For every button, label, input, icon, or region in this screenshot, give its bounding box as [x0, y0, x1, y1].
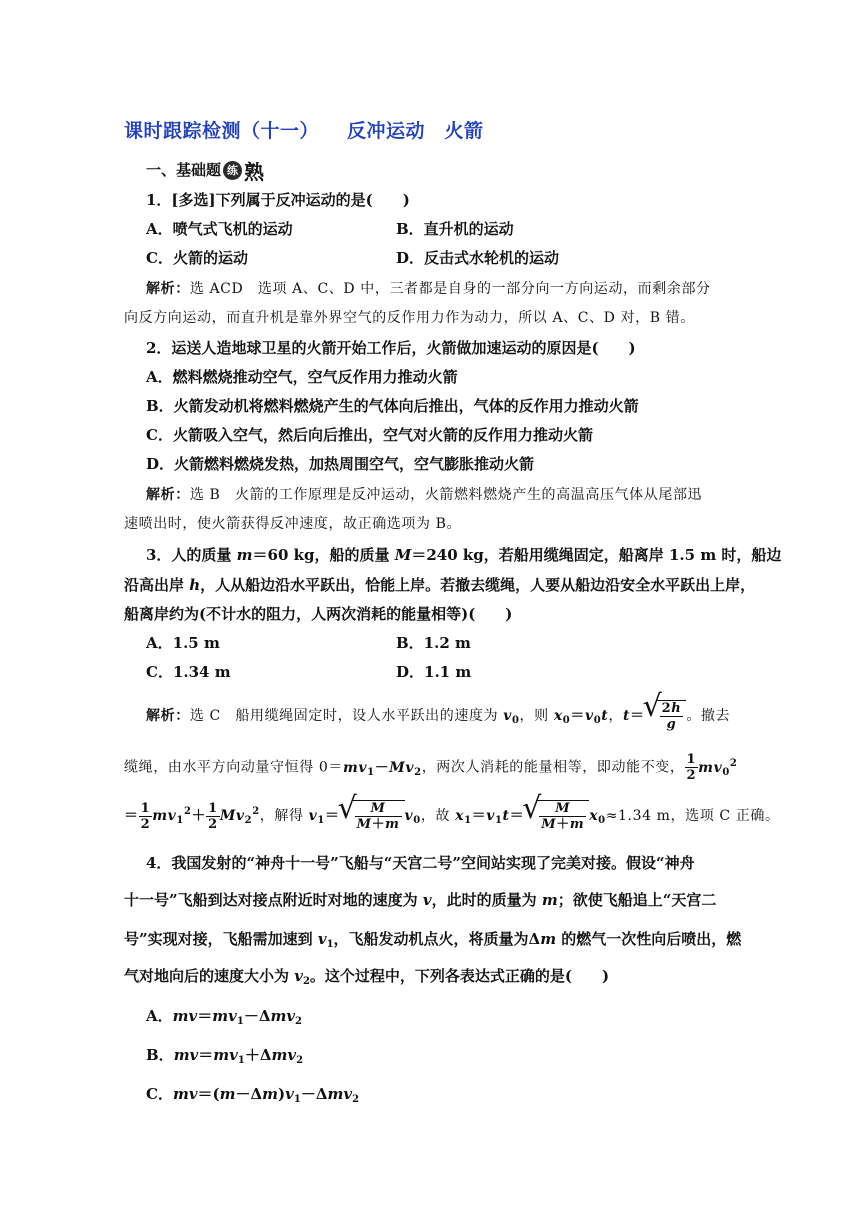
- title-part2: 反冲运动 火箭: [347, 120, 484, 142]
- q3-ana1b: ，则: [519, 708, 554, 724]
- q1-analysis-text1: 选 ACD 选项 A、C、D 中，三者都是自身的一部分向一方向运动，而剩余部分: [189, 281, 711, 297]
- section-big-char: 熟: [244, 160, 265, 184]
- q4-l2a: 十一号”飞船到达对接点附近时对地的速度为: [124, 891, 423, 909]
- q3-l2b: ，人从船边沿水平跃出，恰能上岸。若撤去缆绳，人要从船边沿安全水平跃出上岸，: [200, 576, 756, 594]
- q3-analysis-line1: 解析：选 C 船用缆绳固定时，设人水平跃出的速度为 $v_0$，则 $x_0=v_0t$，t＝ √ $\frac{2h}{g}$ 。撤去: [146, 700, 730, 732]
- q4-l4a: 气对地向后的速度大小为: [124, 967, 295, 985]
- q4-stem-line4: 气对地向后的速度大小为 $v_2$。这个过程中，下列各表达式正确的是( ): [124, 967, 610, 987]
- q3-analysis-line2: 缆绳，由水平方向动量守恒得 $0=mv_1-Mv_2$，两次人消耗的能量相等，即动能不变， $\frac{1}{2}$ $mv_0^2$: [124, 752, 738, 783]
- q4-l3a: 号”实现对接，飞船需加速到: [124, 930, 318, 948]
- q3-ana2b: ，两次人消耗的能量相等，即动能不变，: [421, 759, 685, 776]
- section-heading: [146, 156, 264, 185]
- q3-stem-line1: 3．人的质量 m＝60 kg，船的质量 M＝240 kg，若船用缆绳固定，船离岸 1.5 m 时，船边: [146, 546, 782, 564]
- page-title: [124, 116, 484, 143]
- title-part1: 课时跟踪检测（十一）: [124, 120, 320, 142]
- q3-ana3b: ，故: [420, 808, 456, 824]
- half-fraction: $\frac{1}{2}$: [686, 752, 697, 783]
- sqrt-m-over-m-plus-m-1: √ $\frac{M}{M+m}$: [340, 800, 405, 832]
- q4-option-a-label: A．: [146, 1007, 173, 1025]
- q2-analysis-line2: 速喷出时，使火箭获得反冲速度，故正确选项为 B。: [124, 516, 462, 532]
- q1-option-d: D．反击式水轮机的运动: [396, 249, 560, 267]
- q3-option-b: B．1.2 m: [396, 634, 471, 652]
- q3-ana3c: ≈1.34 m，选项 C 正确。: [605, 808, 780, 824]
- q3-l1c: ＝240 kg，若船用缆绳固定，船离岸 1.5 m 时，船边: [411, 546, 782, 564]
- q3-l1b: ＝60 kg，船的质量: [252, 546, 395, 564]
- q2-stem: 2．运送人造地球卫星的火箭开始工作后，火箭做加速运动的原因是( ): [146, 339, 636, 357]
- q3-l2a: 沿高出岸: [124, 576, 190, 594]
- q1-analysis-label: 解析：: [146, 281, 190, 297]
- q4-stem-line1: 4．我国发射的“神舟十一号”飞船与“天宫二号”空间站实现了完美对接。假设“神舟: [146, 854, 695, 872]
- q2-analysis-text1: 选 B 火箭的工作原理是反冲运动，火箭燃料燃烧产生的高温高压气体从尾部迅: [189, 487, 703, 503]
- q1-stem: 1．[多选]下列属于反冲运动的是( ): [146, 191, 410, 209]
- q4-stem-line2: 十一号”飞船到达对接点附近时对地的速度为 v，此时的质量为 m；欲使飞船追上“天宫二: [124, 891, 717, 909]
- q3-ana1d: 。撤去: [686, 708, 731, 724]
- q4-l4b: 。这个过程中，下列各表达式正确的是( ): [309, 967, 610, 985]
- sqrt-2h-over-g: √ $\frac{2h}{g}$: [645, 700, 687, 732]
- q4-l3c: 的燃气一次性向后喷出，燃: [556, 930, 742, 948]
- q4-l2c: ；欲使飞船追上“天宫二: [557, 891, 717, 909]
- section-badge: 练: [223, 161, 242, 180]
- q3-ana2a: 缆绳，由水平方向动量守恒得 0＝: [124, 759, 343, 776]
- q4-option-b: B．$mv=mv_1+\Delta mv_2$: [146, 1046, 304, 1066]
- q4-option-a: A．$mv=mv_1-\Delta mv_2$: [146, 1007, 303, 1027]
- q2-option-a: A．燃料燃烧推动空气，空气反作用力推动火箭: [146, 368, 458, 386]
- q3-stem-line3: 船离岸约为(不计水的阻力，人两次消耗的能量相等)( ): [124, 605, 513, 623]
- q1-analysis-line1: [146, 279, 711, 299]
- q3-ana3a: ，解得: [259, 808, 309, 824]
- q4-stem-line3: 号”实现对接，飞船需加速到 $v_1$，飞船发动机点火，将质量为Δm 的燃气一次性向后喷出，燃: [124, 930, 742, 950]
- q1-option-a: A．喷气式飞机的运动: [146, 220, 293, 238]
- q2-option-d: D．火箭燃料燃烧发热，加热周围空气，空气膨胀推动火箭: [146, 455, 535, 473]
- q1-option-c: C．火箭的运动: [146, 249, 248, 267]
- q3-l1a: 3．人的质量: [146, 546, 237, 564]
- q4-option-b-label: B．: [146, 1046, 174, 1064]
- q1-analysis-line2: 向反方向运动，而直升机是靠外界空气的反作用力作为动力，所以 A、C、D 对，B 错。: [124, 310, 695, 326]
- q2-option-b: B．火箭发动机将燃料燃烧产生的气体向后推出，气体的反作用力推动火箭: [146, 397, 639, 415]
- q3-ana1a: 选 C 船用缆绳固定时，设人水平跃出的速度为: [189, 708, 504, 724]
- q3-ana1c: ，: [608, 708, 623, 724]
- q3-option-c: C．1.34 m: [146, 663, 231, 681]
- q2-analysis-line1: [146, 485, 702, 505]
- q2-option-c: C．火箭吸入空气，然后向后推出，空气对火箭的反作用力推动火箭: [146, 426, 593, 444]
- q3-analysis-label: 解析：: [146, 708, 190, 724]
- q4-option-c: C．$mv=(m-\Delta m)v_1-\Delta mv_2$: [146, 1085, 360, 1105]
- q1-option-b: B．直升机的运动: [396, 220, 514, 238]
- q4-l3b: ，飞船发动机点火，将质量为Δ: [333, 930, 541, 948]
- q2-analysis-label: 解析：: [146, 487, 190, 503]
- q3-analysis-line3: ＝ $\frac{1}{2}$ $mv_1^2+$ $\frac{1}{2}$ $Mv_2^2$，解得 $v_1=$ √ $\frac{M}{M+m}$ $v_0$，故 $x_1=v_1t=$ √ $\frac{M}{M+m}$ $x_0\approx 1.34$ m，选项 C 正确。: [124, 800, 780, 832]
- sqrt-m-over-m-plus-m-2: √ $\frac{M}{M+m}$: [524, 800, 589, 832]
- q3-stem-line2: 沿高出岸 h，人从船边沿水平跃出，恰能上岸。若撤去缆绳，人要从船边沿安全水平跃出上岸，: [124, 576, 756, 594]
- q4-option-c-label: C．: [146, 1085, 173, 1103]
- q4-l2b: ，此时的质量为: [431, 891, 542, 909]
- q3-option-d: D．1.1 m: [396, 663, 472, 681]
- q3-option-a: A．1.5 m: [146, 634, 220, 652]
- section-label: 一、基础题: [146, 161, 222, 179]
